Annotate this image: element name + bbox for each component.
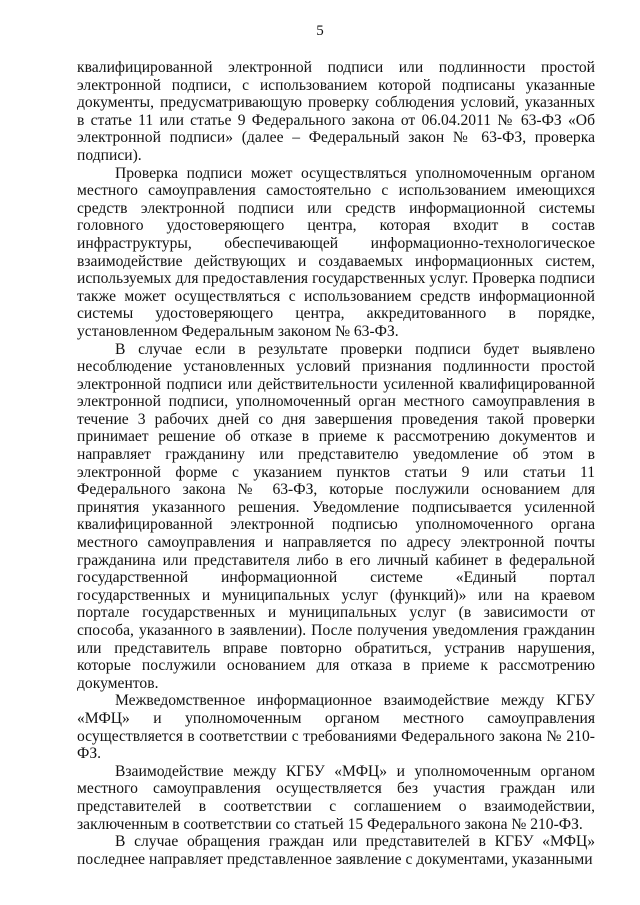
page-number: 5 (316, 23, 324, 39)
paragraph-refusal-notice: В случае если в результате проверки подписи будет выявлено несоблюдение установленных условий признания подлинности простой электронной подписи или действительности усиленной квалифицированной электронной подписи, уполномоченный орган местного самоуправления в течение 3 рабочих дней со дня завершения проведения такой проверки принимает решение об отказе в приеме к рассмотрению документов и направляет гражданину или представителю уведомление об этом в электронной форме с указанием пунктов статьи 9 или статьи 11 Федерального закона № 63-ФЗ, которые послужили основанием для принятия указанного решения. Уведомление подписывается усиленной квалифицированной электронной подписью уполномоченного органа местного самоуправления и направляется по адресу электронной почты гражданина или представителя либо в его личный кабинет в федеральной государственной информационной системе «Единый портал государственных и муниципальных услуг (функций)» или на краевом портале государственных и муниципальных услуг (в зависимости от способа, указанного в заявлении). После получения уведомления гражданин или представитель вправе повторно обратиться, устранив нарушения, которые послужили основанием для отказа в приеме к рассмотрению документов. (77, 340, 595, 692)
document-body (77, 59, 595, 868)
paragraph-mfc-forwarding: В случае обращения граждан или представителей в КГБУ «МФЦ» последнее направляет представленное заявление с документами, указанными (77, 833, 595, 868)
paragraph-signature-verification: Проверка подписи может осуществляться уполномоченным органом местного самоуправления самостоятельно с использованием имеющихся средств электронной подписи или средств информационной системы головного удостоверяющего центра, которая входит в состав инфраструктуры, обеспечивающей информационно-технологическое взаимодействие действующих и создаваемых информационных систем, используемых для предоставления государственных услуг. Проверка подписи также может осуществляться с использованием средств информационной системы удостоверяющего центра, аккредитованного в порядке, установленном Федеральным законом № 63-ФЗ. (77, 164, 595, 340)
paragraph-mfc-interaction: Взаимодействие между КГБУ «МФЦ» и уполномоченным органом местного самоуправления осуществляется без участия граждан или представителей в соответствии с соглашением о взаимодействии, заключенным в соответствии со статьей 15 Федерального закона № 210-ФЗ. (77, 762, 595, 833)
paragraph-continuation: квалифицированной электронной подписи или подлинности простой электронной подписи, с использованием которой подписаны указанные документы, предусматривающую проверку соблюдения условий, указанных в статье 11 или статье 9 Федерального закона от 06.04.2011 № 63-ФЗ «Об электронной подписи» (далее – Федеральный закон № 63-ФЗ, проверка подписи). (77, 59, 595, 164)
paragraph-interagency-interaction: Межведомственное информационное взаимодействие между КГБУ «МФЦ» и уполномоченным органом местного самоуправления осуществляется в соответствии с требованиями Федерального закона № 210-ФЗ. (77, 692, 595, 763)
